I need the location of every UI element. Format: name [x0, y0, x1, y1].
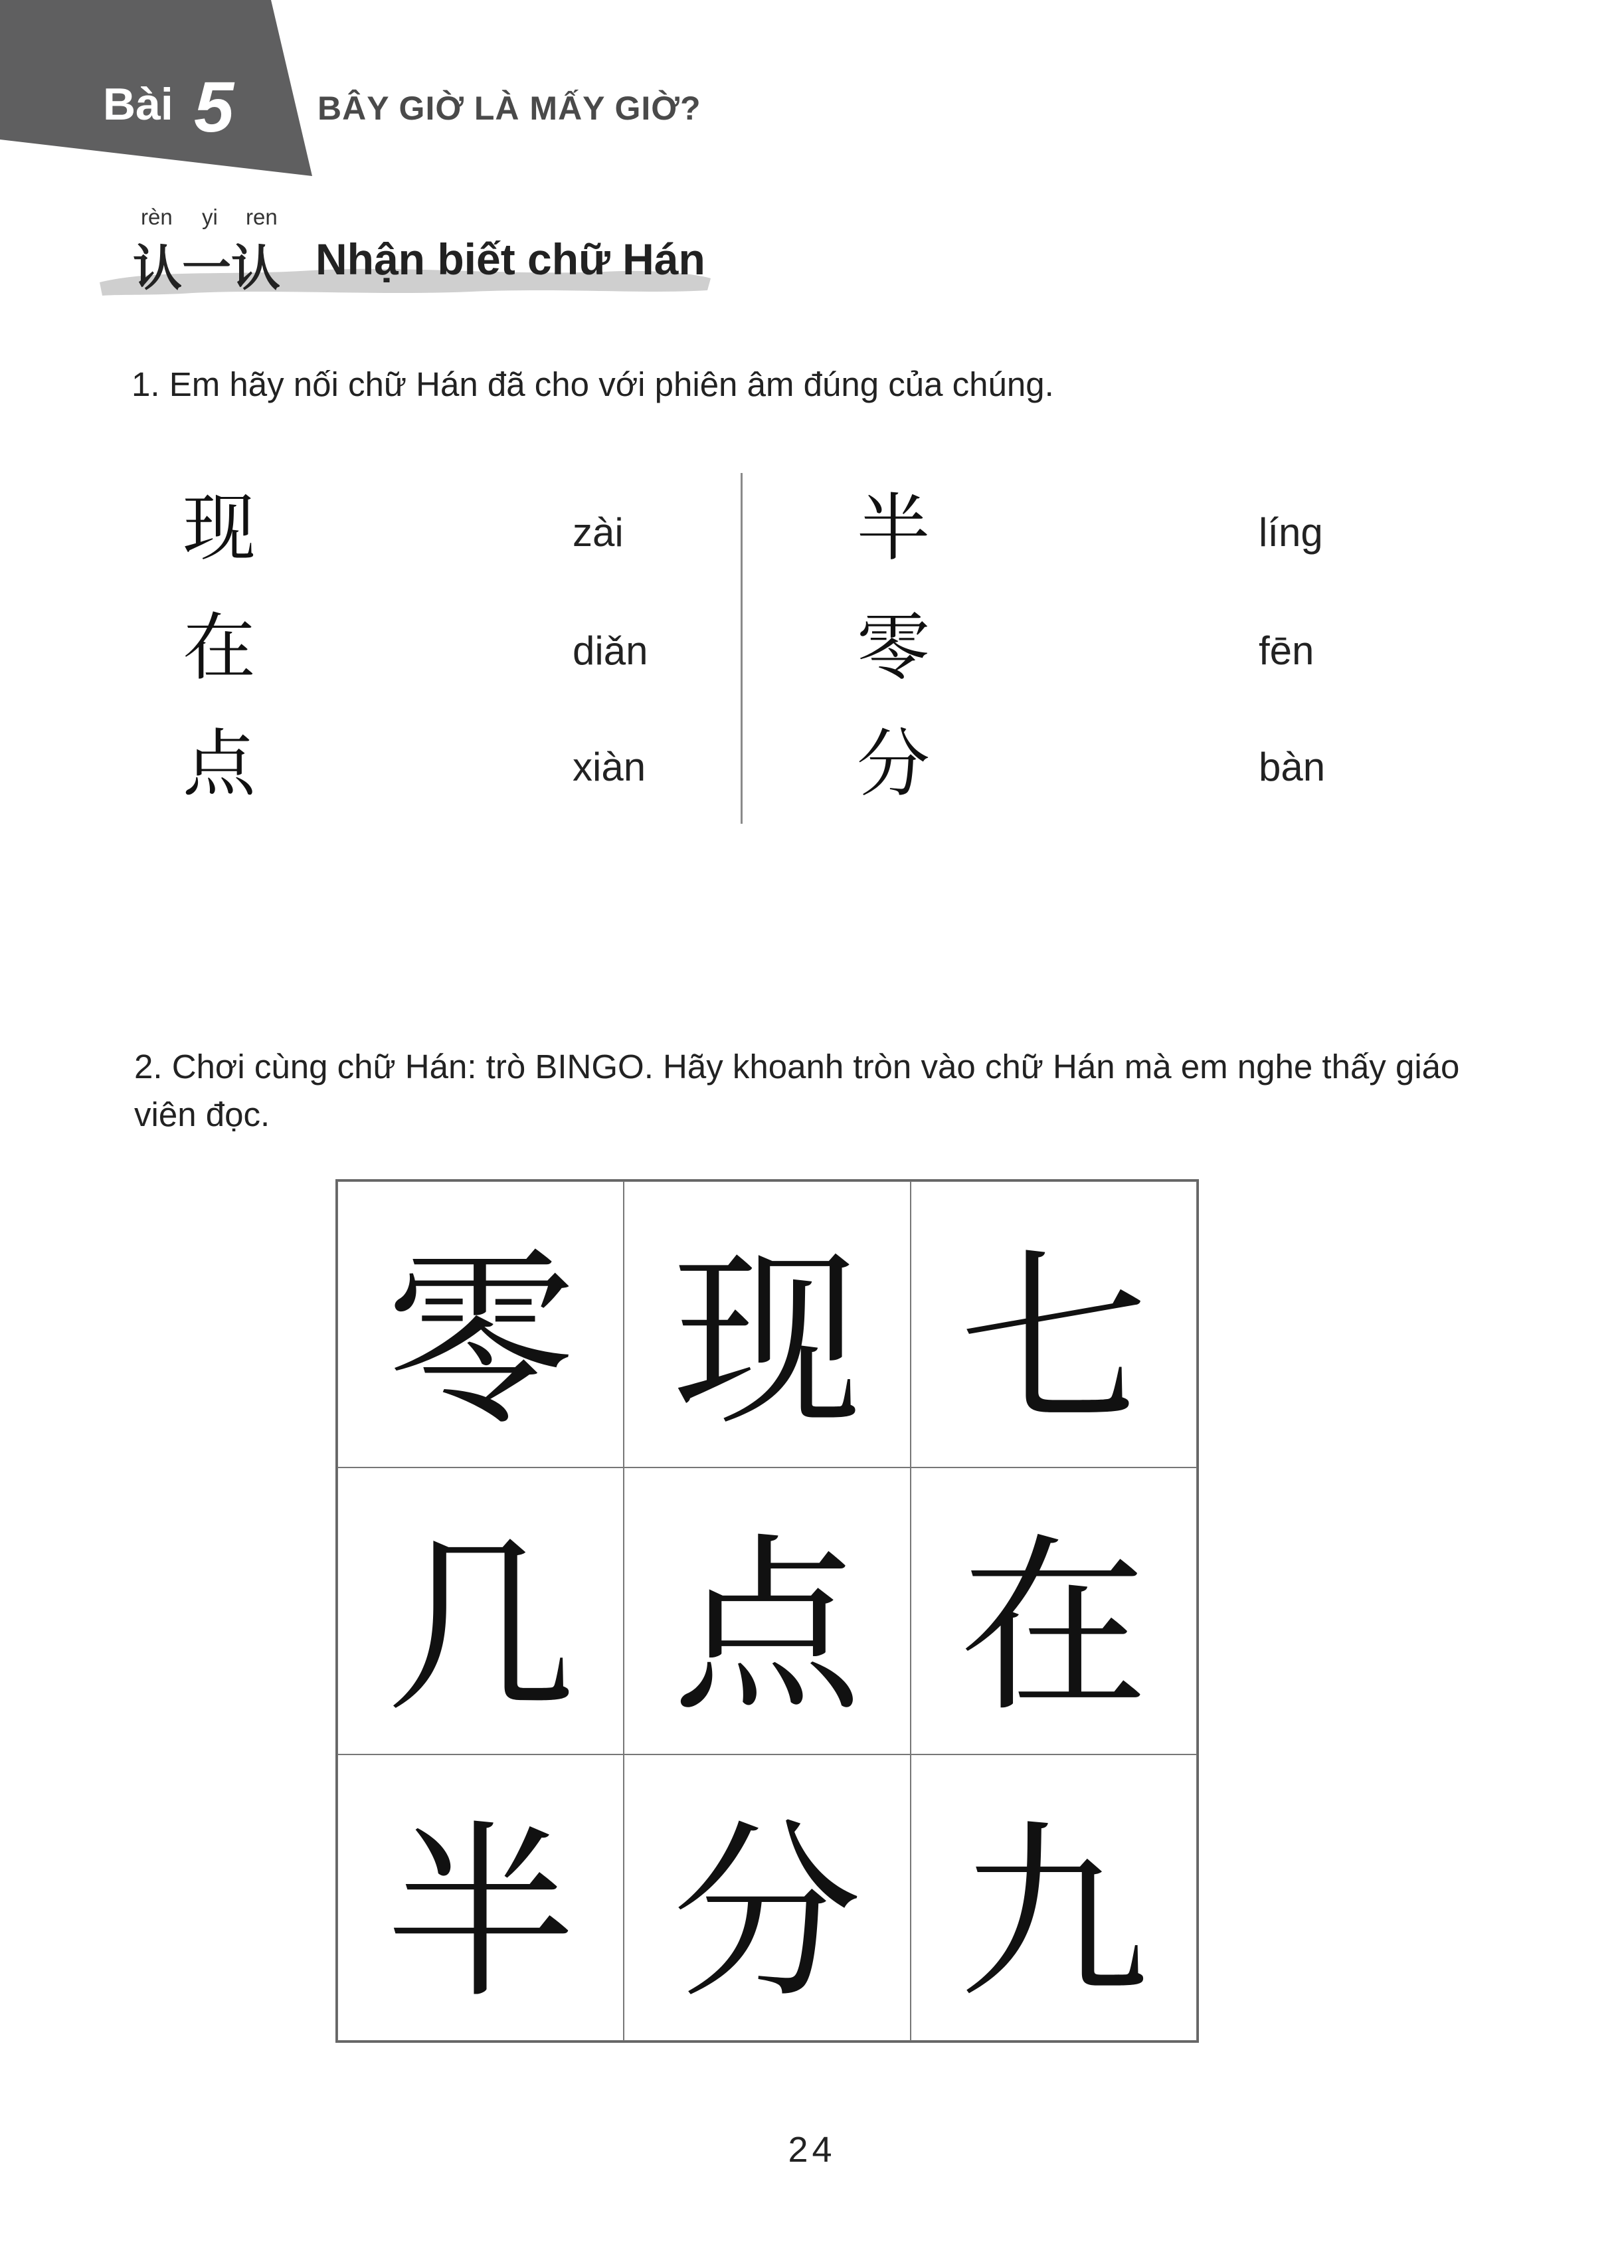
- bingo-cell[interactable]: 零: [337, 1181, 624, 1467]
- match-pinyin-right-2[interactable]: fēn: [1259, 628, 1314, 673]
- match-hanzi-right-1[interactable]: 半: [857, 486, 930, 571]
- bingo-cell[interactable]: 七: [911, 1181, 1197, 1467]
- section-hanzi: 认一认: [133, 240, 280, 297]
- lesson-number: 5: [194, 66, 234, 147]
- bingo-cell[interactable]: 分: [624, 1754, 910, 2041]
- match-hanzi-left-3[interactable]: 点: [183, 721, 256, 806]
- match-hanzi-left-2[interactable]: 在: [183, 605, 256, 690]
- bingo-cell[interactable]: 点: [624, 1467, 910, 1754]
- page-number: 24: [788, 2130, 836, 2170]
- match-pinyin-left-2[interactable]: diǎn: [573, 628, 648, 673]
- match-pinyin-left-1[interactable]: zài: [573, 510, 624, 555]
- lesson-word: Bài: [103, 79, 173, 130]
- match-hanzi-left-1[interactable]: 现: [183, 486, 256, 571]
- exercise-1-instruction: 1. Em hãy nối chữ Hán đã cho với phiên âm đúng của chúng.: [132, 365, 1054, 403]
- section-title: Nhận biết chữ Hán: [316, 235, 705, 284]
- bingo-cell[interactable]: 半: [337, 1754, 624, 2041]
- match-hanzi-right-3[interactable]: 分: [857, 721, 930, 806]
- bingo-cell[interactable]: 九: [911, 1754, 1197, 2041]
- section-pinyin-3: ren: [246, 205, 278, 229]
- match-hanzi-right-2[interactable]: 零: [857, 605, 930, 690]
- match-pinyin-right-3[interactable]: bàn: [1259, 745, 1326, 789]
- bingo-cell[interactable]: 几: [337, 1467, 624, 1754]
- bingo-cell[interactable]: 在: [911, 1467, 1197, 1754]
- column-divider: [741, 473, 743, 824]
- section-pinyin-1: rèn: [141, 205, 173, 229]
- match-pinyin-left-3[interactable]: xiàn: [573, 745, 646, 789]
- lesson-title: BÂY GIỜ LÀ MẤY GIỜ?: [317, 90, 701, 127]
- match-pinyin-right-1[interactable]: líng: [1259, 510, 1323, 555]
- bingo-cell[interactable]: 现: [624, 1181, 910, 1467]
- section-pinyin-2: yi: [202, 205, 218, 229]
- exercise-2-instruction: 2. Chơi cùng chữ Hán: trò BINGO. Hãy khoanh tròn vào chữ Hán mà em nghe thấy giáo viên đọc.: [134, 1048, 1460, 1133]
- bingo-grid: [335, 1179, 1199, 2043]
